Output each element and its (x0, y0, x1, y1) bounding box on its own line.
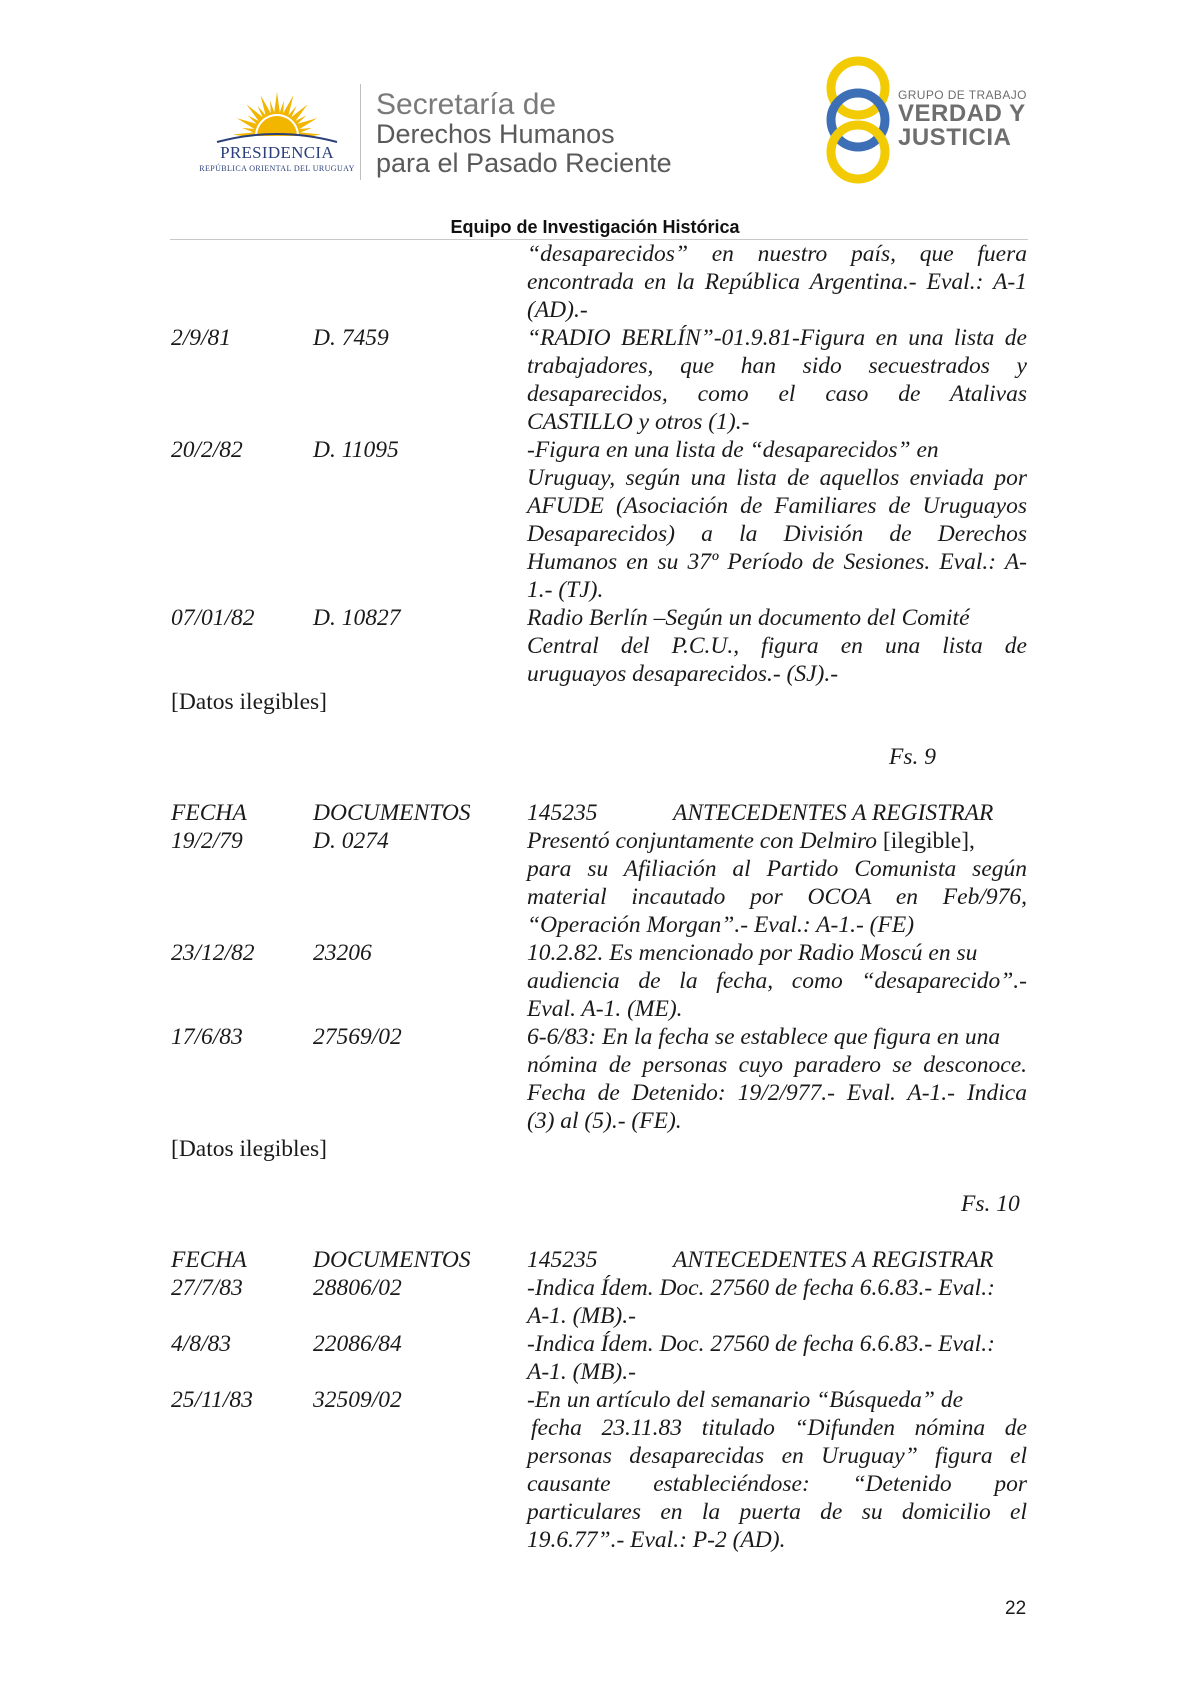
row-date: 2/9/81 (171, 325, 232, 351)
presidencia-label: PRESIDENCIA (220, 143, 334, 162)
header-file-number: 145235 (527, 1247, 598, 1273)
entry-line: 19.6.77”.- Eval.: P-2 (AD). (527, 1527, 786, 1553)
entry-line: personas desaparecidas en Uruguay” figura el (527, 1443, 1027, 1469)
row-document: D. 0274 (313, 828, 389, 854)
row-document: D. 7459 (313, 325, 389, 351)
entry-line: A-1. (MB).- (527, 1303, 636, 1329)
entry-line: Desaparecidos) a la División de Derechos (527, 521, 1027, 547)
entry-line: -Indica Ídem. Doc. 27560 de fecha 6.6.83.- Eval.: (527, 1275, 995, 1301)
entry-line: material incautado por OCOA en Feb/976, (527, 884, 1027, 910)
entry-line: nómina de personas cuyo paradero se desconoce. (527, 1052, 1027, 1078)
grupo-line-3: JUSTICIA (898, 124, 1012, 151)
grupo-verdad-justicia-text (898, 88, 1027, 150)
entry-line: audiencia de la fecha, como “desaparecido”.- (527, 968, 1027, 994)
header-file-number: 145235 (527, 800, 598, 826)
entry-line: trabajadores, que han sido secuestrados y (527, 353, 1027, 379)
entry-line: desaparecidos, como el caso de Atalivas (527, 381, 1027, 407)
row-document: 28806/02 (313, 1275, 402, 1301)
entry-line: “Operación Morgan”.- Eval.: A-1.- (FE) (527, 912, 915, 938)
header-antecedentes: ANTECEDENTES A REGISTRAR (673, 800, 994, 826)
entry-line: para su Afiliación al Partido Comunista según (527, 856, 1027, 882)
illegible-note: [Datos ilegibles] (171, 689, 327, 715)
entry-line: Fecha de Detenido: 19/2/977.- Eval. A-1.- Indica (527, 1080, 1027, 1106)
entry-text: Presentó conjuntamente con Delmiro (527, 828, 883, 854)
row-date: 17/6/83 (171, 1024, 243, 1050)
row-date: 19/2/79 (171, 828, 243, 854)
row-document: 27569/02 (313, 1024, 402, 1050)
entry-line: fecha 23.11.83 titulado “Difunden nómina de (531, 1415, 1027, 1441)
entry-line: 10.2.82. Es mencionado por Radio Moscú en su (527, 940, 978, 966)
row-date: 20/2/82 (171, 437, 243, 463)
entry-line: uruguayos desaparecidos.- (SJ).- (527, 661, 839, 687)
folio-number: Fs. 10 (961, 1191, 1020, 1217)
header-documentos: DOCUMENTOS (313, 800, 471, 826)
entry-line: “RADIO BERLÍN”-01.9.81-Figura en una lista de (527, 325, 1027, 351)
row-date: 27/7/83 (171, 1275, 243, 1301)
grupo-line-1: GRUPO DE TRABAJO (898, 88, 1027, 102)
grupo-line-2: VERDAD Y (898, 100, 1026, 127)
entry-line: CASTILLO y otros (1).- (527, 409, 750, 435)
entry-line: -Figura en una lista de “desaparecidos” en (527, 437, 939, 463)
entry-line: Radio Berlín –Según un documento del Comité (527, 605, 970, 631)
header-fecha: FECHA (171, 800, 247, 826)
entry-line: causante estableciéndose: “Detenido por (527, 1471, 1027, 1497)
row-date: 23/12/82 (171, 940, 255, 966)
entry-line: -En un artículo del semanario “Búsqueda” de (527, 1387, 964, 1413)
header-antecedentes: ANTECEDENTES A REGISTRAR (673, 1247, 994, 1273)
folio-number: Fs. 9 (889, 744, 936, 770)
entry-line: encontrada en la República Argentina.- Eval.: A-1 (527, 269, 1027, 295)
entry-line: (AD).- (527, 297, 588, 323)
entry-line: 1.- (TJ). (527, 577, 604, 603)
row-date: 4/8/83 (171, 1331, 232, 1357)
presidencia-sublabel: REPÚBLICA ORIENTAL DEL URUGUAY (199, 164, 355, 173)
entry-line: particulares en la puerta de su domicilio el (527, 1499, 1027, 1525)
header-divider (360, 84, 361, 180)
entry-line: “desaparecidos” en nuestro país, que fuera (527, 241, 1027, 267)
row-document: 23206 (313, 940, 372, 966)
header-fecha: FECHA (171, 1247, 247, 1273)
entry-line: (3) al (5).- (FE). (527, 1108, 682, 1134)
row-document: D. 10827 (313, 605, 401, 631)
page-header (0, 0, 1190, 237)
verdad-justicia-rings-logo (822, 56, 894, 184)
row-date: 07/01/82 (171, 605, 255, 631)
entry-line: -Indica Ídem. Doc. 27560 de fecha 6.6.83.- Eval.: (527, 1331, 995, 1357)
entry-line: Eval. A-1. (ME). (527, 996, 683, 1022)
header-documentos: DOCUMENTOS (313, 1247, 471, 1273)
secretaria-line-3: para el Pasado Reciente (376, 148, 672, 178)
entry-line: Humanos en su 37º Período de Sesiones. Eval.: A- (527, 549, 1027, 575)
entry-line: A-1. (MB).- (527, 1359, 636, 1385)
row-date: 25/11/83 (171, 1387, 253, 1413)
page-number: 22 (1005, 1598, 1027, 1619)
illegible-note: [Datos ilegibles] (171, 1136, 327, 1162)
entry-line: Uruguay, según una lista de aquellos enviada por (527, 465, 1027, 491)
secretaria-line-1: Secretaría de (376, 88, 557, 121)
secretaria-logo-text (376, 90, 706, 178)
entry-line: Central del P.C.U., figura en una lista de (527, 633, 1027, 659)
entry-line: 6-6/83: En la fecha se establece que figura en una (527, 1024, 1001, 1050)
entry-line: AFUDE (Asociación de Familiares de Uruguayos (527, 493, 1027, 519)
secretaria-line-2: Derechos Humanos (376, 119, 615, 149)
illegible-inline: [ilegible], (882, 828, 975, 854)
row-document: 32509/02 (313, 1387, 402, 1413)
entry-line (527, 827, 975, 855)
department-title: Equipo de Investigación Histórica (450, 217, 740, 237)
row-document: D. 11095 (313, 437, 399, 463)
row-document: 22086/84 (313, 1331, 402, 1357)
